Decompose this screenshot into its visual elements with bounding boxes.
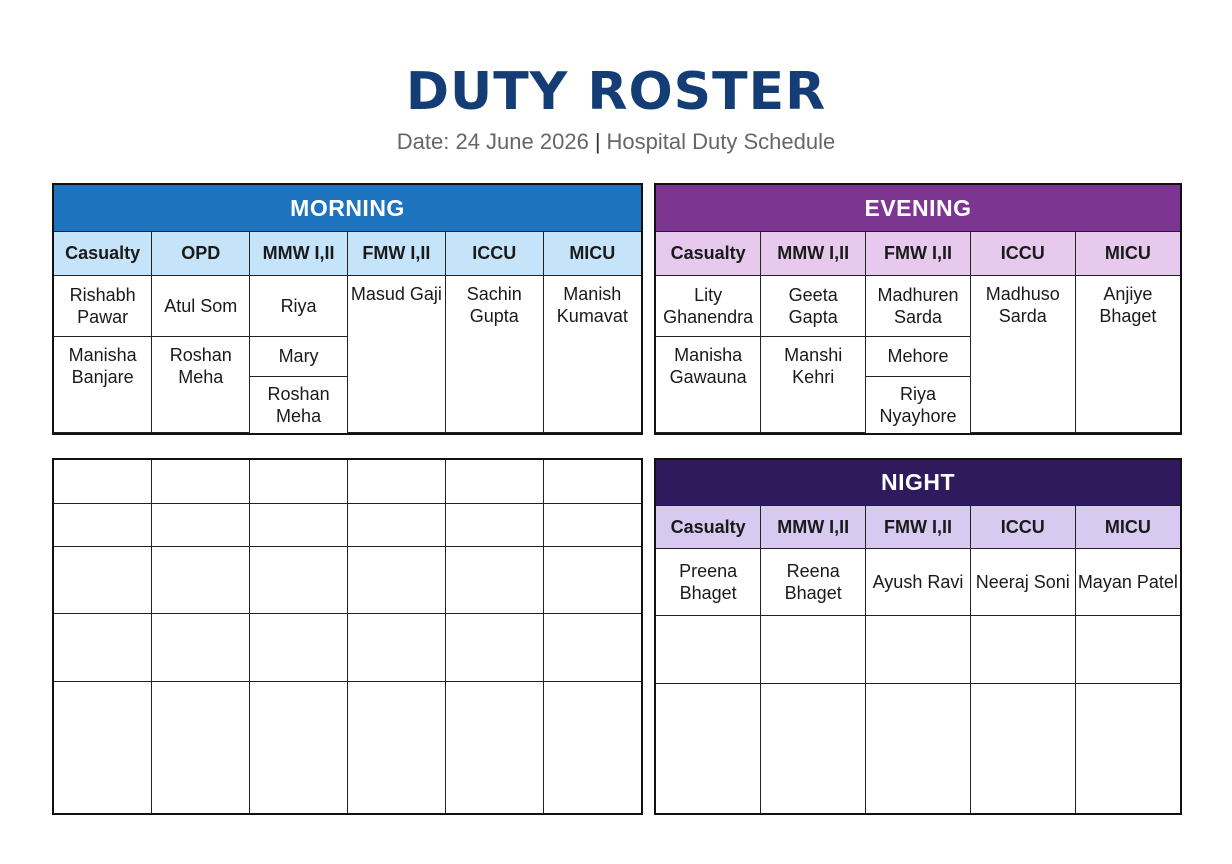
subtitle-separator: |	[594, 129, 601, 154]
morning-micu-1: Manish Kumavat	[543, 275, 641, 433]
morning-mmw-1: Riya	[250, 275, 348, 336]
blank-cell	[970, 683, 1075, 813]
page-subtitle	[0, 128, 1232, 156]
blank-cell	[152, 613, 250, 681]
blank-cell	[543, 503, 641, 546]
evening-iccu-1: Madhuso Sarda	[970, 275, 1075, 433]
blank-cell	[445, 503, 543, 546]
blank-cell	[445, 460, 543, 503]
night-col-mmw: MMW I,II	[761, 505, 866, 548]
morning-casualty-1: Rishabh Pawar	[54, 275, 152, 336]
night-title: NIGHT	[656, 460, 1180, 505]
morning-col-iccu: ICCU	[445, 231, 543, 275]
evening-mmw-1: Geeta Gapta	[761, 275, 866, 336]
blank-cell	[761, 615, 866, 683]
night-col-micu: MICU	[1075, 505, 1180, 548]
morning-col-micu: MICU	[543, 231, 641, 275]
evening-col-iccu: ICCU	[970, 231, 1075, 275]
evening-fmw-3: Riya Nyayhore	[866, 376, 971, 433]
morning-fmw-1: Masud Gaji	[347, 275, 445, 433]
evening-title: EVENING	[656, 185, 1180, 231]
date-text: Date: 24 June 2026	[396, 129, 589, 154]
blank-cell	[250, 681, 348, 813]
blank-cell	[54, 546, 152, 613]
blank-cell	[761, 683, 866, 813]
blank-cell	[656, 683, 761, 813]
morning-iccu-1: Sachin Gupta	[445, 275, 543, 433]
evening-micu-1: Anjiye Bhaget	[1075, 275, 1180, 433]
blank-cell	[543, 460, 641, 503]
morning-title: MORNING	[54, 185, 641, 231]
evening-roster	[654, 183, 1182, 435]
evening-casualty-2: Manisha Gawauna	[656, 336, 761, 433]
blank-cell	[543, 546, 641, 613]
blank-cell	[445, 613, 543, 681]
night-fmw-1: Ayush Ravi	[866, 548, 971, 615]
evening-col-micu: MICU	[1075, 231, 1180, 275]
evening-col-fmw: FMW I,II	[866, 231, 971, 275]
blank-cell	[54, 503, 152, 546]
night-table	[656, 460, 1180, 813]
evening-table	[656, 185, 1180, 433]
blank-cell	[970, 615, 1075, 683]
morning-opd-1: Atul Som	[152, 275, 250, 336]
night-col-fmw: FMW I,II	[866, 505, 971, 548]
night-iccu-1: Neeraj Soni	[970, 548, 1075, 615]
evening-casualty-1: Lity Ghanendra	[656, 275, 761, 336]
night-casualty-1: Preena Bhaget	[656, 548, 761, 615]
blank-cell	[250, 503, 348, 546]
blank-cell	[656, 615, 761, 683]
blank-cell	[543, 613, 641, 681]
blank-cell	[347, 613, 445, 681]
blank-cell	[250, 546, 348, 613]
blank-cell	[152, 546, 250, 613]
morning-col-fmw: FMW I,II	[347, 231, 445, 275]
evening-fmw-1: Madhuren Sarda	[866, 275, 971, 336]
blank-cell	[347, 460, 445, 503]
morning-casualty-2: Manisha Banjare	[54, 336, 152, 433]
morning-mmw-3: Roshan Meha	[250, 376, 348, 433]
blank-cell	[347, 503, 445, 546]
blank-cell	[54, 613, 152, 681]
evening-mmw-2: Manshi Kehri	[761, 336, 866, 433]
blank-cell	[1075, 615, 1180, 683]
blank-cell	[543, 681, 641, 813]
night-col-iccu: ICCU	[970, 505, 1075, 548]
blank-cell	[54, 681, 152, 813]
blank-cell	[152, 503, 250, 546]
blank-cell	[347, 546, 445, 613]
night-col-casualty: Casualty	[656, 505, 761, 548]
morning-col-casualty: Casualty	[54, 231, 152, 275]
evening-col-casualty: Casualty	[656, 231, 761, 275]
morning-roster	[52, 183, 643, 435]
blank-cell	[445, 681, 543, 813]
blank-cell	[866, 615, 971, 683]
blank-cell	[54, 460, 152, 503]
morning-opd-2: Roshan Meha	[152, 336, 250, 433]
evening-col-mmw: MMW I,II	[761, 231, 866, 275]
night-roster	[654, 458, 1182, 815]
schedule-text: Hospital Duty Schedule	[606, 129, 836, 154]
morning-col-mmw: MMW I,II	[250, 231, 348, 275]
blank-cell	[347, 681, 445, 813]
blank-table	[54, 460, 641, 813]
evening-fmw-2: Mehore	[866, 336, 971, 376]
night-micu-1: Mayan Patel	[1075, 548, 1180, 615]
blank-cell	[152, 681, 250, 813]
page-title: DUTY ROSTER	[405, 62, 827, 122]
morning-col-opd: OPD	[152, 231, 250, 275]
blank-cell	[445, 546, 543, 613]
morning-table	[54, 185, 641, 433]
blank-cell	[250, 460, 348, 503]
blank-cell	[152, 460, 250, 503]
blank-cell	[866, 683, 971, 813]
night-mmw-1: Reena Bhaget	[761, 548, 866, 615]
blank-cell	[250, 613, 348, 681]
morning-mmw-2: Mary	[250, 336, 348, 376]
blank-cell	[1075, 683, 1180, 813]
blank-roster-grid	[52, 458, 643, 815]
